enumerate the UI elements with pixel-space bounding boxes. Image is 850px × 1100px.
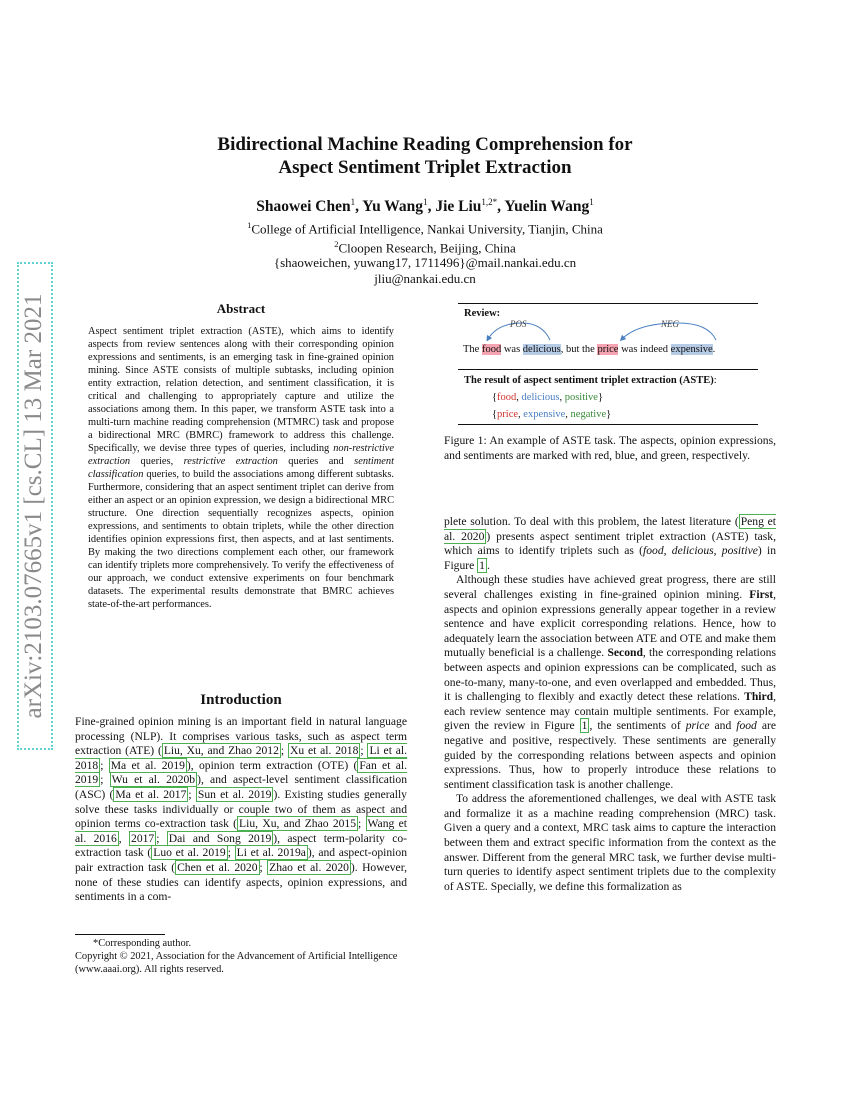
intro-text: ; [100,773,110,787]
paragraph [444,573,776,792]
body-text: , the corresponding relations between aspects and opinion expressions can be complicated, such as one-to-many, many-to-one, and even overlapped and embedded. Thus, it is challenging to flexibly and exactly detect these relations. [444,646,776,704]
arxiv-id: arXiv:2103.07665v1 [cs.CL] 13 Mar 2021 [17,262,53,750]
affil-sup: 2 [334,238,339,249]
affil-sup: 1 [247,220,252,230]
body-bold: Third [744,690,774,704]
triplet-sentiment: negative [570,409,607,420]
intro-text: , [118,831,130,845]
citation-link[interactable]: Luo et al. 2019 [153,846,226,860]
intro-text: ; [156,831,167,845]
citation-link[interactable]: Peng et al. 2020 [444,515,776,543]
body-text: Although these studies have achieved great progress, there are still several challenges existing in fine-grained opinion mining. [444,573,776,601]
affil-text: Cloopen Research, Beijing, China [338,239,516,255]
citation-link[interactable]: Liu, Xu, and Zhao 2015 [239,817,357,831]
citation-link[interactable]: Ma et al. 2019 [110,758,185,772]
affiliation-2 [100,237,750,256]
citation-link[interactable]: Li et al. 2018 [75,744,408,772]
abstract-query-3: sentiment classification [88,456,394,480]
author-name: Yu Wang [362,198,424,216]
body-italic: food, delicious, positive [643,544,758,558]
sentence-word: was [501,344,523,355]
opinion-highlight-expensive: expensive [670,344,713,355]
citation-link[interactable]: Fan et al. 2019 [75,758,407,787]
email-2: jliu@nankai.edu.cn [374,270,476,286]
abstract-query-1: non-restrictive extraction [88,443,394,467]
abstract-text: queries, [130,456,184,467]
aspect-highlight-price: price [597,344,619,355]
triplet-opinion: expensive [523,409,566,420]
citation-link[interactable]: Ma et al. 2017 [115,787,187,801]
triplet-1: {food, delicious, positive} [492,392,604,403]
body-text: , aspects and opinion expressions generally appear together in a review sentence and have explicit corresponding relations. Hence, how to adequately learn the association between ATE and OTE and make them mutually beneficial is a challenge. [444,587,776,660]
corresponding-note: *Corresponding author. [93,938,192,949]
citation-link[interactable]: Xu et al. 2018 [289,744,359,758]
citation-link[interactable]: Zhao et al. 2020 [269,860,349,874]
author-sup: 1 [423,197,428,207]
result-label-text: The result of aspect sentiment triplet extraction (ASTE) [464,375,714,386]
abstract-text: Aspect sentiment triplet extraction (ASTE), which aims to identify aspects from review sentences along with their corresponding opinion expressions and sentiments, is an emerging task in fine-grained opinion mining. Since ASTE consists of multiple subtasks, including opinion entity extraction, relation detection, and sentiment classification, it is critical and challenging to appropriately capture and utilize the associations among them. In this paper, we transform ASTE task into a multi-turn machine reading comprehension (MTMRC) task and propose a bidirectional MRC (BMRC) framework to address this challenge. Specifically, we devise three types of queries, including [88,326,394,454]
triplet-opinion: delicious [521,392,560,403]
author-name: Yuelin Wang [504,198,590,216]
body-italic: price [685,719,710,733]
author-list: Shaowei Chen$^1$, Yu Wang$^1$, Jie Liu$^{1,2*}$, Yuelin Wang$^1$ [256,197,594,216]
author-name: Jie Liu [435,198,482,216]
pos-tag: POS [510,319,527,329]
intro-text: ), aspect term-polarity co-extraction task ( [75,831,407,860]
body-text: , the sentiments of [589,719,686,733]
footnote [75,937,407,977]
intro-text: ), and aspect-opinion pair extraction task ( [75,846,407,874]
intro-body [75,715,407,905]
body-text: ) in Figure [444,544,776,572]
title-line-2: Aspect Sentiment Triplet Extraction [278,157,572,178]
relation-arrows [458,319,758,341]
body-text: ) presents aspect sentiment triplet extraction (ASTE) task, which aims to identify triplets such as ( [444,529,776,558]
abstract-text: queries, to build the associations among different subtasks. Furthermore, considering that an aspect sentiment triplet can derive from either an aspect or an opinion expression, we design a bidirectional MRC structure. One direction sequentially recognizes aspects, opinion expressions, and sentiments to obtain triplets, while the other direction identifies opinion expressions first, then aspects, and at last sentiments. By making the two directions complement each other, our framework can identify triplets more comprehensively. To verify the effectiveness of our approach, we conduct extensive experiments on four benchmark datasets. The experimental results demonstrate that BMRC achieves state-of-the-art performances. [88,469,394,610]
intro-text: ), opinion term extraction (OTE) ( [186,758,358,772]
intro-text: ; [227,846,235,860]
body-bold: Second [607,646,643,660]
citation-link[interactable]: Wu et al. 2020b [111,773,196,787]
abstract-text: queries and [277,456,355,467]
copyright-note: Copyright © 2021, Association for the Advancement of Artificial Intelligence (www.aaai.org). All rights reserved. [75,951,398,976]
body-text: , each review sentence may contain multiple sentiments. For example, given the review in Figure [444,690,776,733]
intro-text: ; [360,744,368,758]
body-text: plete solution. To deal with this problem, the latest literature ( [444,515,739,528]
figure-top-rule [458,303,758,304]
citation-link[interactable]: Liu, Xu, and Zhao 2012 [163,744,279,758]
citation-link[interactable]: Li et al. 2019a [236,846,306,860]
review-label: Review: [464,308,501,319]
aspect-highlight-food: food [481,344,502,355]
figure-ref-link[interactable]: 1 [581,719,588,733]
opinion-highlight-delicious: delicious [522,344,561,355]
citation-link[interactable]: Chen et al. 2020 [177,860,258,874]
section-heading-introduction: Introduction [200,692,282,708]
sentence-word: , but the [560,344,598,355]
abstract-query-2: restrictive extraction [183,456,278,467]
intro-text: ; [280,744,288,758]
affiliations [100,218,750,286]
body-italic: food [736,719,757,733]
body-text: are negative and positive, respectively. These sentiments are generally guided by the corresponding relations between aspects and opinion expressions. Thus, how to properly introduce these relations to sentiment classification task is another challenge. [444,719,776,791]
author-sup: 1 [350,197,356,207]
affil-text: College of Artificial Intelligence, Nankai University, Tianjin, China [251,221,603,237]
triplet-aspect: food [497,392,517,403]
right-column-body [444,515,776,894]
review-sentence-area [458,319,758,359]
author-sup: 1 [589,197,594,207]
citation-link[interactable]: 2017 [131,831,155,845]
intro-text: ; [259,860,268,874]
intro-text: ; [188,787,196,801]
paragraph [444,515,776,573]
email-1: {shaoweichen, yuwang17, 1711496}@mail.nankai.edu.cn [273,255,577,271]
neg-tag: NEG [661,319,679,329]
intro-text: ; [358,817,366,831]
abstract-heading: Abstract [216,301,266,316]
intro-text: ), and aspect-level sentiment classification (ASC) ( [75,773,407,801]
review-sentence [463,344,715,355]
figure-bottom-rule [458,424,758,425]
intro-text: ). However, none of these studies can identify aspects, opinion expressions, and sentiments in a com- [75,860,407,904]
body-text: . [486,558,490,572]
intro-text: ; [100,758,109,772]
author-name: Shaowei Chen [256,198,351,216]
sentence-word: was indeed [618,344,671,355]
body-bold: First [749,587,774,601]
citation-link[interactable]: Wang et al. 2016 [75,817,407,845]
intro-text: ). Existing studies generally solve these tasks individually or couple two of them as aspect and opinion terms co-extraction task ( [75,787,407,831]
abstract-body [88,325,394,611]
sentence-word: The [463,344,482,355]
intro-text: Fine-grained opinion mining is an important field in natural language processing (NLP). It comprises various tasks, such as aspect term extraction (ATE) ( [75,715,407,758]
figure-1-caption: Figure 1: An example of ASTE task. The aspects, opinion expressions, and sentiments are marked with red, blue, and green, respectively. [444,434,776,462]
sentence-word: . [712,344,716,355]
paragraph: To address the aforementioned challenges, we deal with ASTE task and formalize it as a machine reading comprehension (MRC) task. Given a query and a context, MRC task aims to capture the interaction between them and extract specific information from the context as the answer. Different from the general MRC task, we further devise multi-turn queries to identify aspect sentiment triplets due to the complexity of ASTE. Specially, we define this formalization as [444,792,776,893]
triplet-sentiment: positive [564,392,598,403]
result-label [464,375,758,386]
result-colon: : [713,375,717,386]
arxiv-stamp [17,262,53,750]
body-text: and [709,719,737,733]
triplet-aspect: price [497,409,519,420]
affiliation-1 [100,218,750,237]
triplet-2: {price, expensive, negative} [492,409,612,420]
footnote-rule [75,934,165,935]
title-line-1: Bidirectional Machine Reading Comprehension for [217,134,633,155]
citation-link[interactable]: Dai and Song 2019 [168,831,272,845]
author-sup: 1,2* [481,197,498,207]
figure-ref-link[interactable]: 1 [479,558,485,572]
paper-title [100,133,750,179]
citation-link[interactable]: Sun et al. 2019 [197,787,272,801]
figure-1 [458,303,758,425]
figure-mid-rule [458,369,758,370]
